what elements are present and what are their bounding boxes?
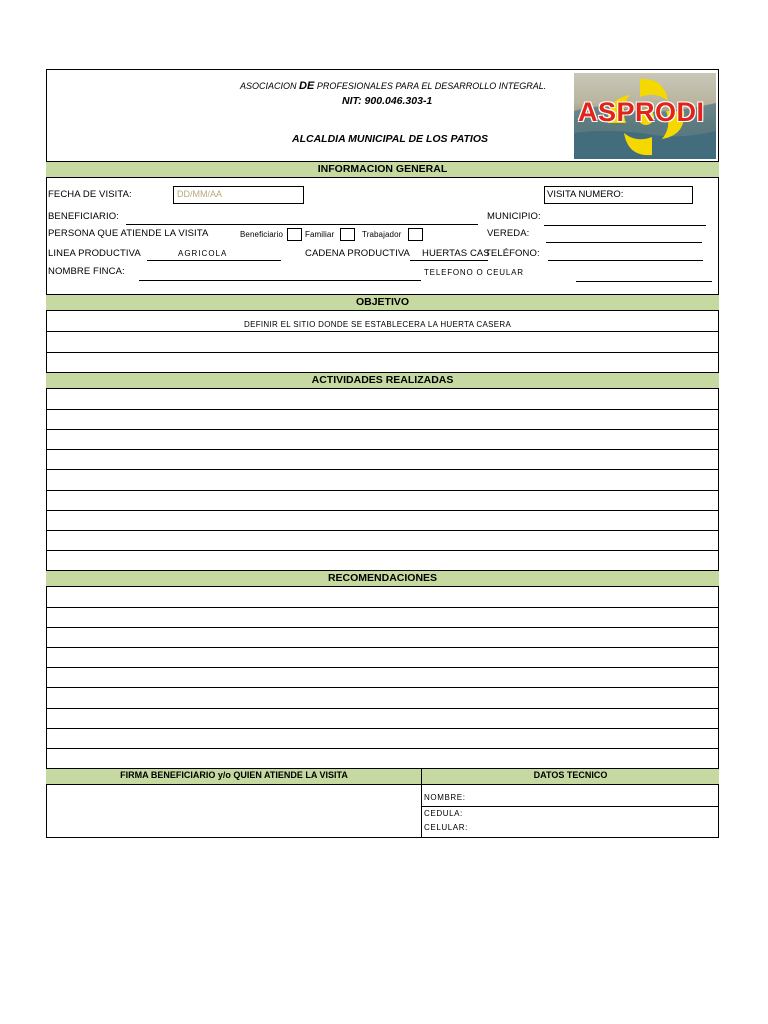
- vereda-label: VEREDA:: [487, 228, 530, 239]
- actividades-row-line: [46, 490, 719, 491]
- fecha-label: FECHA DE VISITA:: [48, 189, 132, 200]
- assoc-prefix: ASOCIACION: [240, 81, 297, 91]
- asprodi-logo: [574, 73, 716, 159]
- actividades-row-line: [46, 530, 719, 531]
- recomendaciones-row-line: [46, 667, 719, 668]
- firma-area[interactable]: [48, 786, 420, 836]
- actividades-row-line: [46, 429, 719, 430]
- objetivo-text: DEFINIR EL SITIO DONDE SE ESTABLECERA LA HUERTA CASERA: [244, 320, 512, 329]
- recomendaciones-row-line: [46, 647, 719, 648]
- assoc-de: DE: [299, 80, 315, 92]
- finca-line[interactable]: [139, 280, 421, 281]
- alcaldia-title: ALCALDIA MUNICIPAL DE LOS PATIOS: [292, 133, 488, 145]
- actividades-row-line: [46, 469, 719, 470]
- telefono-line[interactable]: [548, 260, 703, 261]
- objetivo-row-line: [46, 352, 719, 353]
- persona-label: PERSONA QUE ATIENDE LA VISITA: [48, 228, 209, 239]
- familiar-checkbox[interactable]: [340, 228, 355, 241]
- municipio-label: MUNICIPIO:: [487, 211, 541, 222]
- actividades-row-line: [46, 510, 719, 511]
- recomendaciones-row-line: [46, 708, 719, 709]
- visit-form: [46, 69, 719, 838]
- firma-divider: [421, 768, 422, 838]
- association-name: [240, 80, 546, 92]
- recomendaciones-row-line: [46, 728, 719, 729]
- finca-label: NOMBRE FINCA:: [48, 266, 125, 277]
- section-informacion-general: INFORMACION GENERAL: [46, 161, 719, 178]
- section-recomendaciones: RECOMENDACIONES: [46, 570, 719, 587]
- fecha-input[interactable]: [173, 186, 304, 204]
- tecnico-nombre-line: [421, 806, 719, 807]
- actividades-row-line: [46, 449, 719, 450]
- visita-numero-label: VISITA NUMERO:: [547, 189, 624, 200]
- section-actividades: ACTIVIDADES REALIZADAS: [46, 372, 719, 389]
- firma-header: FIRMA BENEFICIARIO y/o QUIEN ATIENDE LA VISITA: [120, 770, 348, 780]
- actividades-row-line: [46, 550, 719, 551]
- section-objetivo: OBJETIVO: [46, 294, 719, 311]
- recomendaciones-row-line: [46, 607, 719, 608]
- telefono-celular-label: TELEFONO O CEULAR: [424, 268, 524, 277]
- datos-tecnico-header: DATOS TECNICO: [533, 770, 608, 780]
- recomendaciones-row-line: [46, 627, 719, 628]
- cadena-label: CADENA PRODUCTIVA: [305, 248, 410, 259]
- fecha-placeholder: DD/MM/AA: [177, 189, 222, 199]
- beneficiario-line[interactable]: [126, 224, 478, 225]
- telefono-celular-line[interactable]: [576, 281, 712, 282]
- tecnico-cedula[interactable]: CEDULA:: [424, 809, 463, 818]
- linea-line: [147, 260, 281, 261]
- linea-value[interactable]: AGRICOLA: [178, 249, 228, 258]
- vereda-line[interactable]: [546, 242, 702, 243]
- logo-text: ASPRODI: [578, 97, 705, 127]
- trabajador-checkbox[interactable]: [408, 228, 423, 241]
- telefono-label: TELÉFONO:: [485, 248, 540, 259]
- nit: NIT: 900.046.303-1: [342, 95, 433, 107]
- tecnico-nombre[interactable]: NOMBRE:: [424, 793, 466, 802]
- actividades-row-line: [46, 409, 719, 410]
- cadena-value[interactable]: HUERTAS CAS: [422, 248, 490, 259]
- opt-familiar-label: Familiar: [305, 230, 335, 239]
- beneficiario-checkbox[interactable]: [287, 228, 302, 241]
- cadena-line: [410, 260, 488, 261]
- tecnico-celular[interactable]: CELULAR:: [424, 823, 468, 832]
- opt-beneficiario-label: Beneficiario: [240, 230, 284, 239]
- recomendaciones-row-line: [46, 748, 719, 749]
- objetivo-row-line: [46, 331, 719, 332]
- recomendaciones-row-line: [46, 687, 719, 688]
- beneficiario-label: BENEFICIARIO:: [48, 211, 119, 222]
- visita-numero-input[interactable]: [544, 186, 693, 204]
- opt-trabajador-label: Trabajador: [362, 230, 402, 239]
- linea-label: LINEA PRODUCTIVA: [48, 248, 141, 259]
- municipio-line[interactable]: [544, 225, 706, 226]
- assoc-suffix: PROFESIONALES PARA EL DESARROLLO INTEGRAL.: [316, 81, 547, 91]
